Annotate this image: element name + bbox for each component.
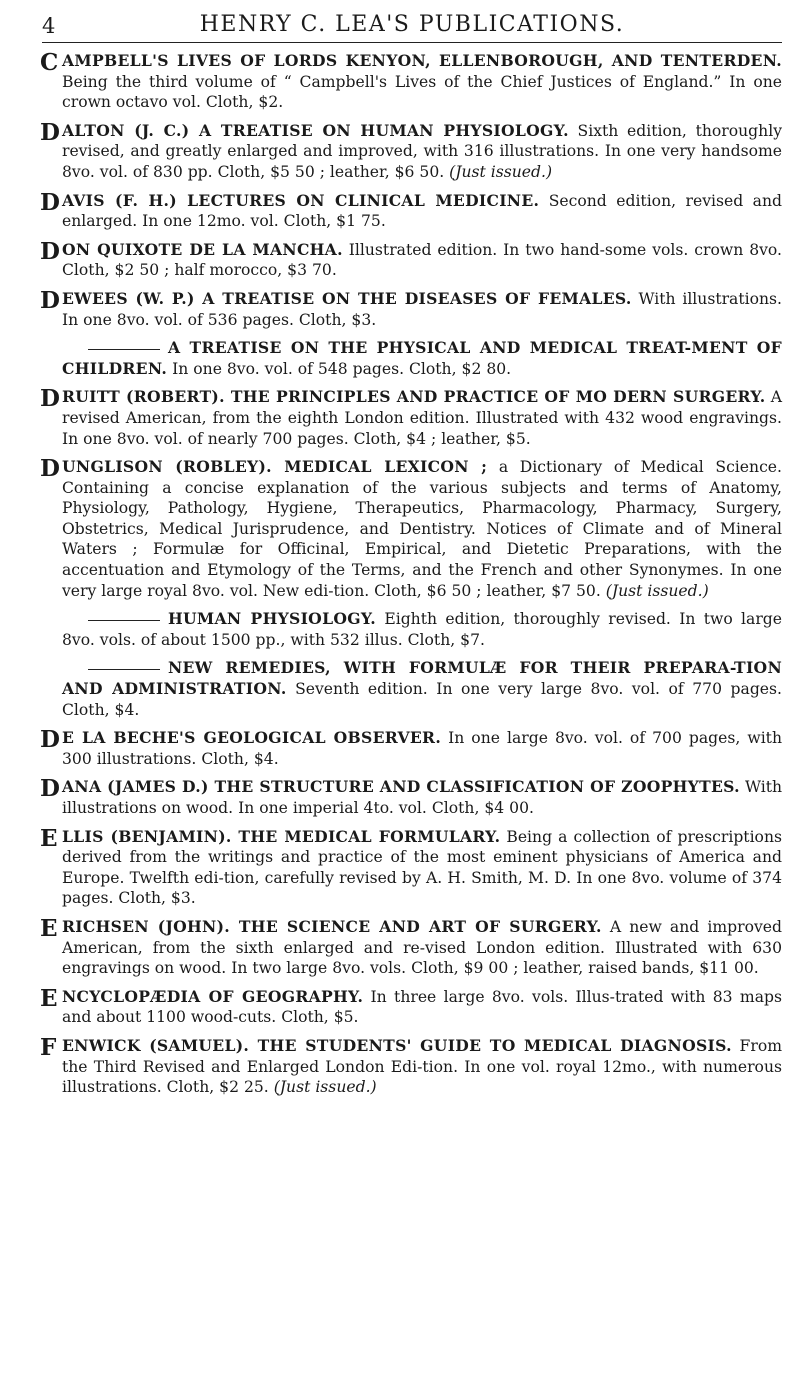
entry-initial: E <box>40 824 58 852</box>
entry-initial: C <box>40 49 59 76</box>
catalogue-entries <box>42 51 782 1098</box>
catalogue-entry <box>42 387 782 449</box>
ditto-rule <box>88 669 160 670</box>
entry-note: (Just issued.) <box>605 581 709 600</box>
entry-description: Illustrated edition. In two hand-some vols. crown 8vo. Cloth, $2 50 ; half morocco, $3 70. <box>62 240 782 280</box>
catalogue-entry <box>40 286 782 330</box>
catalogue-entry <box>40 237 782 281</box>
entry-heading: RUITT (ROBERT). THE PRINCIPLES AND PRACTICE OF MO DERN SURGERY. <box>62 387 766 407</box>
entry-heading: ENWICK (SAMUEL). THE STUDENTS' GUIDE TO MEDICAL DIAGNOSIS. <box>62 1035 732 1055</box>
entry-heading: RICHSEN (JOHN). THE SCIENCE AND ART OF SURGERY. <box>62 916 602 936</box>
entry-heading: ALTON (J. C.) A TREATISE ON HUMAN PHYSIOLOGY. <box>62 120 569 140</box>
entry-initial: D <box>40 385 60 413</box>
entry-heading: ON QUIXOTE DE LA MANCHA. <box>62 239 343 259</box>
entry-heading: UNGLISON (ROBLEY). MEDICAL LEXICON ; <box>62 457 488 477</box>
entry-initial: D <box>40 726 60 754</box>
entry-initial: D <box>40 118 60 146</box>
entry-description: a Dictionary of Medical Science. Containing a concise explanation of the various subjects and terms of Anatomy, Physiology, Pathology, Hygiene, Therapeutics, Pharmacology, Pharmacy, Surgery, Obstetrics, Medical Jurisprudence, and Dentistry. Notices of Climate and of Mineral Waters ; Formulæ for Officinal, Empirical, and Dietetic Preparations, with the accentuation and Etymology of the Terms, and the French and other Synonymes. In one very large royal 8vo. vol. New edi-tion. Cloth, $6 50 ; leather, $7 50. <box>62 458 782 600</box>
entry-description: A new and improved American, from the sixth enlarged and re-vised London edition. Illustrated with 630 engravings on wood. In two large 8vo. vols. Cloth, $9 00 ; leather, raised bands, $11 00. <box>62 917 782 978</box>
entry-initial: D <box>40 188 60 216</box>
entry-description: In one large 8vo. vol. of 700 pages, with 300 illustrations. Cloth, $4. <box>62 729 782 768</box>
entry-heading: AMPBELL'S LIVES OF LORDS KENYON, ELLENBOROUGH, AND TENTERDEN. <box>62 51 782 70</box>
catalogue-entry <box>40 914 782 979</box>
catalogue-entry <box>40 188 782 232</box>
catalogue-entry <box>42 728 782 769</box>
entry-description: With illustrations. In one 8vo. vol. of 536 pages. Cloth, $3. <box>62 289 782 329</box>
entry-heading: HUMAN PHYSIOLOGY. <box>168 609 376 629</box>
entry-initial: D <box>40 237 60 265</box>
page-number: 4 <box>42 14 56 38</box>
entry-description: In three large 8vo. vols. Illus-trated with 83 maps and about 1100 wood-cuts. Cloth, $5. <box>62 987 782 1027</box>
catalogue-entry <box>42 51 782 113</box>
entry-initial: D <box>40 455 60 483</box>
entry-note: (Just issued.) <box>273 1078 377 1097</box>
entry-description: With illustrations on wood. In one imperial 4to. vol. Cloth, $4 00. <box>62 778 783 817</box>
entry-initial: D <box>40 775 60 803</box>
entry-note: (Just issued.) <box>449 162 553 181</box>
entry-description: In one 8vo. vol. of 548 pages. Cloth, $2 80. <box>167 359 512 378</box>
entry-description: Second edition, revised and enlarged. In one 12mo. vol. Cloth, $1 75. <box>62 191 782 231</box>
entry-heading: AVIS (F. H.) LECTURES ON CLINICAL MEDICINE. <box>62 190 540 210</box>
entry-initial: E <box>40 984 58 1012</box>
ditto-rule <box>88 349 160 350</box>
ditto-rule <box>88 620 160 621</box>
entry-description: Being the third volume of “ Campbell's Lives of the Chief Justices of England.” In one crown octavo vol. Cloth, $2. <box>62 72 782 112</box>
entry-initial: E <box>40 914 58 942</box>
entry-description: A revised American, from the eighth London edition. Illustrated with 432 wood engravings. In one 8vo. vol. of nearly 700 pages. Cloth, $4 ; leather, $5. <box>62 388 782 448</box>
catalogue-entry <box>42 609 782 650</box>
catalogue-entry <box>40 118 783 183</box>
entry-heading: LLIS (BENJAMIN). THE MEDICAL FORMULARY. <box>62 826 501 846</box>
entry-heading: ANA (JAMES D.) THE STRUCTURE AND CLASSIFICATION OF ZOOPHYTES. <box>62 777 740 797</box>
entry-description: Seventh edition. In one very large 8vo. vol. of 770 pages. Cloth, $4. <box>62 680 782 719</box>
entry-description: Eighth edition, thoroughly revised. In two large 8vo. vols. of about 1500 pp., with 532 illus. Cloth, $7. <box>62 610 783 649</box>
catalogue-entry <box>42 457 782 601</box>
catalogue-entry <box>40 824 782 909</box>
page-header <box>42 0 782 43</box>
running-title: HENRY C. LEA'S PUBLICATIONS. <box>199 12 625 37</box>
catalogue-entry <box>40 984 782 1028</box>
entry-description: Being a collection of prescriptions derived from the writings and practice of the most eminent physicians of America and Europe. Twelfth edi-tion, carefully revised by A. H. Smith, M. D. In one 8vo. volume of 374 pages. Cloth, $3. <box>62 827 782 908</box>
entry-initial: D <box>40 286 60 314</box>
entry-heading: NEW REMEDIES, WITH FORMULÆ FOR THEIR PREPARA-TION AND ADMINISTRATION. <box>62 658 782 699</box>
entry-heading: EWEES (W. P.) A TREATISE ON THE DISEASES OF FEMALES. <box>62 288 632 308</box>
entry-heading: A TREATISE ON THE PHYSICAL AND MEDICAL TREAT-MENT OF CHILDREN. <box>62 338 782 378</box>
catalogue-entry <box>42 338 782 379</box>
entry-description: Sixth edition, thoroughly revised, and greatly enlarged and improved, with 316 illustrations. In one very handsome 8vo. vol. of 830 pp. Cloth, $5 50 ; leather, $6 50. <box>62 121 783 181</box>
entry-heading: NCYCLOPÆDIA OF GEOGRAPHY. <box>62 986 364 1006</box>
catalogue-entry <box>42 777 782 818</box>
catalogue-entry <box>42 658 782 720</box>
entry-initial: F <box>40 1033 57 1061</box>
entry-description: From the Third Revised and Enlarged London Edi-tion. In one vol. royal 12mo., with numerous illustrations. Cloth, $2 25. <box>62 1036 783 1097</box>
entry-heading: E LA BECHE'S GEOLOGICAL OBSERVER. <box>62 728 442 748</box>
catalogue-entry <box>40 1033 783 1098</box>
